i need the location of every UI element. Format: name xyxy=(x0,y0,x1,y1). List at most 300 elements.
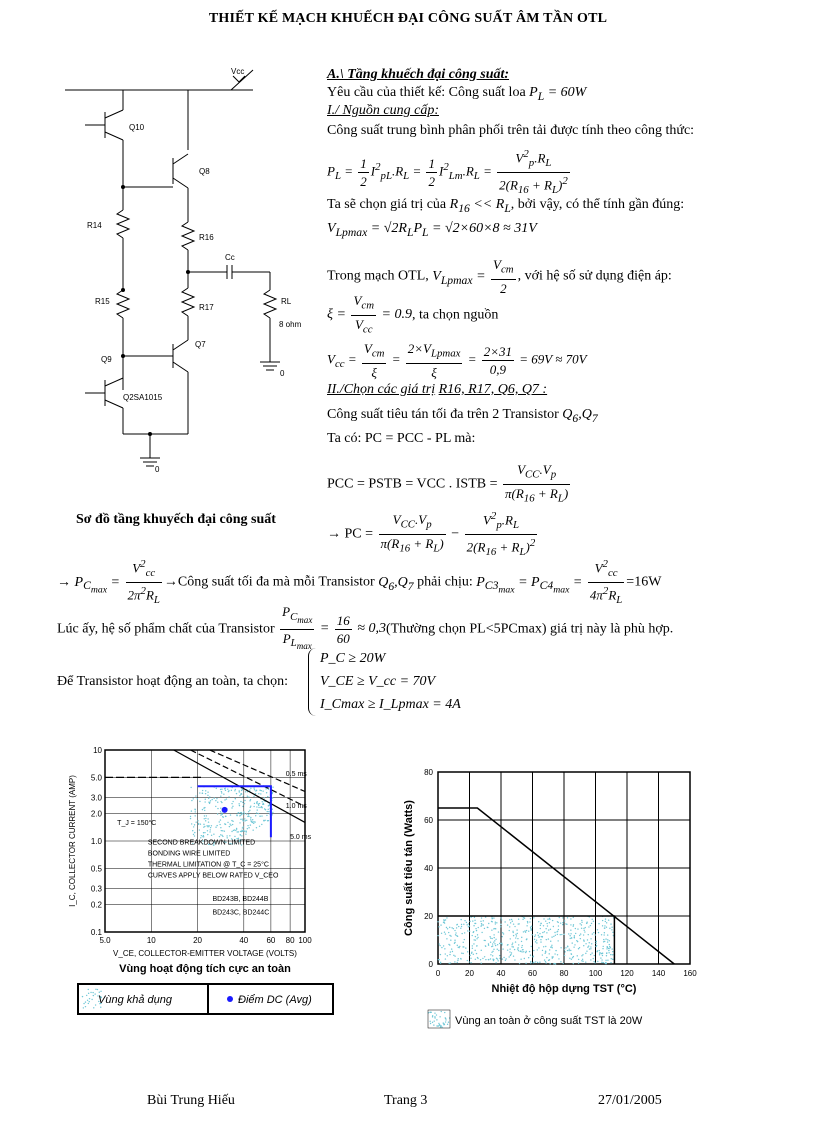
usable-region-dot xyxy=(221,792,222,793)
safe-region-dot xyxy=(546,932,547,933)
safe-region-dot xyxy=(492,921,493,922)
safe-region-dot xyxy=(477,937,478,938)
usable-region-dot xyxy=(258,807,259,808)
safe-region-dot xyxy=(511,946,512,947)
safe-region-dot xyxy=(551,936,552,937)
usable-region-dot xyxy=(207,795,208,796)
safe-region-dot xyxy=(474,920,475,921)
safe-region-dot xyxy=(502,958,503,959)
safe-region-dot xyxy=(542,936,543,937)
usable-region-dot xyxy=(207,830,208,831)
usable-region-dot xyxy=(229,823,230,824)
usable-region-dot xyxy=(240,801,241,802)
usable-region-dot xyxy=(245,791,246,792)
safe-region-dot xyxy=(450,940,451,941)
safe-region-dot xyxy=(516,935,517,936)
usable-region-dot xyxy=(242,796,243,797)
legend-text: THERMAL LIMITATION @ T_C = 25°C xyxy=(147,861,269,869)
usable-region-dot xyxy=(215,827,216,828)
safe-region-dot xyxy=(537,949,538,950)
safe-region-dot xyxy=(537,962,538,963)
usable-region-dot xyxy=(211,825,212,826)
usable-region-dot xyxy=(260,807,261,808)
usable-region-dot xyxy=(207,834,208,835)
safe-region-dot xyxy=(480,925,481,926)
safe-region-dot xyxy=(535,941,536,942)
usable-region-dot xyxy=(254,821,255,822)
safe-region-dot xyxy=(555,935,556,936)
safe-region-dot xyxy=(488,943,489,944)
safe-region-dot xyxy=(472,920,473,921)
safe-region-dot xyxy=(553,936,554,937)
safe-region-dot xyxy=(609,928,610,929)
safe-region-dot xyxy=(476,945,477,946)
safe-region-dot xyxy=(544,953,545,954)
usable-region-dot xyxy=(241,835,242,836)
x-tick-label: 140 xyxy=(651,969,666,978)
usable-region-dot xyxy=(221,789,222,790)
usable-region-dot xyxy=(220,834,221,835)
legend-swatch xyxy=(90,992,91,993)
legend-swatch xyxy=(445,1018,446,1019)
y-axis-label: I_C, COLLECTOR CURRENT (AMP) xyxy=(68,775,77,907)
usable-region-dot xyxy=(231,803,232,804)
safe-region-dot xyxy=(556,931,557,932)
safe-region-dot xyxy=(469,961,470,962)
safe-region-dot xyxy=(474,917,475,918)
usable-region-dot xyxy=(238,831,239,832)
safe-region-dot xyxy=(579,947,580,948)
x-tick-label: 0 xyxy=(435,969,441,978)
safe-region-dot xyxy=(609,940,610,941)
usable-region-dot xyxy=(203,832,204,833)
footer-date: 27/01/2005 xyxy=(598,1093,662,1108)
q2sa-label: Q2SA1015 xyxy=(123,393,163,402)
usable-region-dot xyxy=(255,815,256,816)
usable-region-dot xyxy=(209,796,210,797)
safe-region-dot xyxy=(530,930,531,931)
usable-region-dot xyxy=(260,815,261,816)
safe-region-dot xyxy=(514,959,515,960)
condition-1: P_C ≥ 20W xyxy=(320,651,386,666)
safe-region-dot xyxy=(554,953,555,954)
safe-region-dot xyxy=(552,920,553,921)
safe-region-dot xyxy=(583,940,584,941)
safe-region-dot xyxy=(443,945,444,946)
safe-region-dot xyxy=(492,955,493,956)
safe-region-dot xyxy=(577,928,578,929)
usable-region-dot xyxy=(239,795,240,796)
safe-region-dot xyxy=(530,927,531,928)
usable-region-dot xyxy=(198,824,199,825)
safe-region-dot xyxy=(529,951,530,952)
q9-label: Q9 xyxy=(101,355,112,364)
usable-region-dot xyxy=(202,790,203,791)
r15-label: R15 xyxy=(95,297,110,306)
safe-region-dot xyxy=(564,949,565,950)
safe-region-dot xyxy=(598,923,599,924)
safe-region-dot xyxy=(473,954,474,955)
safe-region-dot xyxy=(490,938,491,939)
usable-region-dot xyxy=(247,795,248,796)
safe-region-dot xyxy=(611,927,612,928)
usable-region-dot xyxy=(244,813,245,814)
safe-region-dot xyxy=(460,919,461,920)
safe-region-dot xyxy=(530,961,531,962)
usable-region-dot xyxy=(247,825,248,826)
usable-region-dot xyxy=(216,788,217,789)
safe-region-dot xyxy=(543,946,544,947)
safe-region-dot xyxy=(453,955,454,956)
safe-region-dot xyxy=(531,934,532,935)
usable-region-dot xyxy=(220,789,221,790)
safe-region-dot xyxy=(509,948,510,949)
safe-region-dot xyxy=(578,959,579,960)
safe-region-dot xyxy=(503,933,504,934)
safe-region-dot xyxy=(466,922,467,923)
usable-region-dot xyxy=(246,831,247,832)
requirement-text: Yêu cầu của thiết kế: Công suất loa xyxy=(327,85,526,100)
usable-region-dot xyxy=(253,806,254,807)
safe-region-dot xyxy=(583,930,584,931)
safe-region-dot xyxy=(461,933,462,934)
safe-region-dot xyxy=(475,928,476,929)
usable-region-dot xyxy=(261,807,262,808)
usable-region-dot xyxy=(253,823,254,824)
usable-region-dot xyxy=(268,811,269,812)
safe-region-dot xyxy=(612,959,613,960)
safe-region-dot xyxy=(457,945,458,946)
safe-region-dot xyxy=(484,956,485,957)
safe-region-dot xyxy=(500,924,501,925)
safe-region-dot xyxy=(557,934,558,935)
safe-region-dot xyxy=(579,935,580,936)
safe-region-dot xyxy=(608,919,609,920)
safe-region-dot xyxy=(493,928,494,929)
safe-region-dot xyxy=(461,952,462,953)
vcc-label: Vcc xyxy=(231,67,245,76)
safe-region-dot xyxy=(547,925,548,926)
usable-region-dot xyxy=(249,810,250,811)
usable-region-dot xyxy=(219,821,220,822)
y-tick-label: 0.1 xyxy=(90,928,102,937)
paragraph: Ta có: PC = PCC - PL mà: xyxy=(327,431,476,446)
safe-region-dot xyxy=(450,951,451,952)
safe-region-dot xyxy=(612,954,613,955)
usable-region-dot xyxy=(257,809,258,810)
usable-region-dot xyxy=(234,836,235,837)
y-tick-label: 0.3 xyxy=(90,884,102,894)
safe-region-dot xyxy=(513,935,514,936)
usable-region-dot xyxy=(262,791,263,792)
rl-value: 8 ohm xyxy=(279,320,302,329)
safe-region-dot xyxy=(575,933,576,934)
usable-region-dot xyxy=(204,810,205,811)
safe-region-dot xyxy=(548,938,549,939)
usable-region-dot xyxy=(202,809,203,810)
safe-region-dot xyxy=(526,938,527,939)
safe-region-dot xyxy=(499,943,500,944)
q7-label: Q7 xyxy=(195,340,206,349)
usable-region-dot xyxy=(243,830,244,831)
usable-region-dot xyxy=(231,790,232,791)
safe-region-dot xyxy=(521,941,522,942)
safe-region-dot xyxy=(548,929,549,930)
safe-region-dot xyxy=(488,923,489,924)
usable-region-dot xyxy=(248,796,249,797)
condition-2: V_CE ≥ V_cc = 70V xyxy=(320,674,436,689)
safe-region-dot xyxy=(570,933,571,934)
ground-label: 0 xyxy=(280,369,285,378)
safe-region-dot xyxy=(549,949,550,950)
safe-region-dot xyxy=(570,918,571,919)
usable-region-dot xyxy=(206,815,207,816)
legend-swatch xyxy=(89,1001,90,1002)
safe-region-dot xyxy=(569,948,570,949)
formula-vlpmax: $V_{Lpmax} = √2R_LP_L = √2\times 60\times 8 \approx 31V$ xyxy=(327,221,537,239)
safe-region-dot xyxy=(526,930,527,931)
safe-region-dot xyxy=(537,932,538,933)
safe-region-dot xyxy=(444,931,445,932)
safe-region-dot xyxy=(554,932,555,933)
safe-region-dot xyxy=(595,946,596,947)
safe-region-dot xyxy=(505,960,506,961)
usable-region-dot xyxy=(222,836,223,837)
safe-region-dot xyxy=(572,925,573,926)
safe-region-dot xyxy=(523,917,524,918)
usable-region-dot xyxy=(210,829,211,830)
y-tick-label: 60 xyxy=(424,816,433,825)
usable-region-dot xyxy=(272,812,273,813)
safe-region-dot xyxy=(510,954,511,955)
safe-region-dot xyxy=(485,959,486,960)
usable-region-dot xyxy=(232,801,233,802)
safe-region-dot xyxy=(586,922,587,923)
safe-region-dot xyxy=(481,923,482,924)
y-tick-label: 80 xyxy=(424,768,433,777)
safe-region-dot xyxy=(501,919,502,920)
legend-swatch xyxy=(444,1012,445,1013)
safe-region-dot xyxy=(523,951,524,952)
safe-region-dot xyxy=(567,917,568,918)
safe-region-dot xyxy=(602,925,603,926)
safe-region-dot xyxy=(513,932,514,933)
usable-region-dot xyxy=(241,793,242,794)
usable-region-dot xyxy=(221,812,222,813)
usable-region-dot xyxy=(217,808,218,809)
safe-region-dot xyxy=(513,956,514,957)
usable-region-dot xyxy=(213,833,214,834)
safe-region-dot xyxy=(467,930,468,931)
safe-region-dot xyxy=(527,922,528,923)
safe-region-dot xyxy=(443,922,444,923)
usable-region-dot xyxy=(238,803,239,804)
usable-region-dot xyxy=(222,830,223,831)
schematic-caption: Sơ đồ tầng khuyếch đại công suất xyxy=(76,512,276,527)
safe-region-dot xyxy=(481,917,482,918)
safe-region-dot xyxy=(460,958,461,959)
legend-swatch xyxy=(429,1021,430,1022)
safe-region-dot xyxy=(502,932,503,933)
legend-swatch xyxy=(434,1012,435,1013)
safe-region-dot xyxy=(607,939,608,940)
safe-region-dot xyxy=(557,940,558,941)
safe-region-dot xyxy=(591,923,592,924)
usable-region-dot xyxy=(225,816,226,817)
safe-region-dot xyxy=(451,927,452,928)
safe-region-dot xyxy=(445,919,446,920)
safe-region-dot xyxy=(453,928,454,929)
soa-chart xyxy=(60,740,350,1040)
usable-region-dot xyxy=(249,800,250,801)
y-axis-label: Công suất tiêu tán (Watts) xyxy=(403,800,415,936)
safe-region-dot xyxy=(562,922,563,923)
safe-region-dot xyxy=(591,952,592,953)
safe-region-dot xyxy=(444,948,445,949)
safe-region-dot xyxy=(483,920,484,921)
usable-region-dot xyxy=(241,831,242,832)
legend-swatch xyxy=(86,995,87,996)
safe-region-dot xyxy=(583,945,584,946)
safe-region-dot xyxy=(490,942,491,943)
safe-region-dot xyxy=(491,952,492,953)
usable-region-dot xyxy=(258,813,259,814)
safe-region-dot xyxy=(568,933,569,934)
paragraph: PCC = PSTB = VCC . ISTB = xyxy=(327,476,498,492)
safe-region-dot xyxy=(549,922,550,923)
safe-region-dot xyxy=(492,951,493,952)
safe-region-dot xyxy=(586,951,587,952)
safe-region-dot xyxy=(538,935,539,936)
safe-region-dot xyxy=(568,950,569,951)
usable-region-dot xyxy=(235,830,236,831)
safe-region-dot xyxy=(533,962,534,963)
safe-region-dot xyxy=(542,932,543,933)
usable-region-dot xyxy=(204,832,205,833)
safe-region-dot xyxy=(473,943,474,944)
safe-region-dot xyxy=(559,917,560,918)
safe-region-dot xyxy=(549,963,550,964)
safe-region-dot xyxy=(578,948,579,949)
usable-region-dot xyxy=(220,827,221,828)
safe-region-dot xyxy=(522,945,523,946)
safe-region-dot xyxy=(611,929,612,930)
safe-region-dot xyxy=(553,926,554,927)
safe-region-dot xyxy=(549,953,550,954)
safe-region-dot xyxy=(495,945,496,946)
safe-region-dot xyxy=(473,939,474,940)
usable-region-dot xyxy=(239,805,240,806)
usable-region-dot xyxy=(190,816,191,817)
legend-swatch xyxy=(92,992,93,993)
safe-region-dot xyxy=(578,963,579,964)
safe-region-dot xyxy=(548,960,549,961)
x-tick-label: 20 xyxy=(465,969,474,978)
usable-region-dot xyxy=(194,832,195,833)
safe-region-dot xyxy=(534,939,535,940)
usable-region-dot xyxy=(246,813,247,814)
safe-region-dot xyxy=(489,936,490,937)
safe-region-dot xyxy=(488,945,489,946)
safe-region-dot xyxy=(544,959,545,960)
usable-region-dot xyxy=(221,814,222,815)
legend-marker xyxy=(227,996,233,1002)
usable-region-dot xyxy=(205,793,206,794)
usable-region-dot xyxy=(259,803,260,804)
paragraph: →Công suất tối đa mà mỗi Transistor xyxy=(163,574,375,590)
safe-region-dot xyxy=(522,949,523,950)
safe-region-dot xyxy=(461,926,462,927)
usable-region-dot xyxy=(235,798,236,799)
safe-region-dot xyxy=(492,959,493,960)
safe-region-dot xyxy=(515,937,516,938)
usable-region-dot xyxy=(248,827,249,828)
usable-region-dot xyxy=(224,831,225,832)
safe-region-dot xyxy=(609,944,610,945)
safe-region-dot xyxy=(525,952,526,953)
safe-region-dot xyxy=(573,917,574,918)
safe-region-dot xyxy=(583,928,584,929)
safe-region-dot xyxy=(493,917,494,918)
safe-region-dot xyxy=(599,953,600,954)
safe-region-dot xyxy=(456,924,457,925)
safe-region-dot xyxy=(601,953,602,954)
safe-region-dot xyxy=(441,933,442,934)
usable-region-dot xyxy=(194,824,195,825)
usable-region-dot xyxy=(224,799,225,800)
safe-region-dot xyxy=(449,954,450,955)
usable-region-dot xyxy=(204,801,205,802)
usable-region-dot xyxy=(243,811,244,812)
usable-region-dot xyxy=(260,793,261,794)
safe-region-dot xyxy=(525,963,526,964)
safe-region-dot xyxy=(582,959,583,960)
safe-region-dot xyxy=(494,937,495,938)
safe-region-dot xyxy=(464,939,465,940)
safe-region-dot xyxy=(587,946,588,947)
q10-label: Q10 xyxy=(129,123,145,132)
legend-swatch xyxy=(88,1003,89,1004)
annotation: BD243B, BD244B xyxy=(212,895,269,903)
usable-region-dot xyxy=(247,828,248,829)
safe-region-dot xyxy=(571,959,572,960)
safe-region-dot xyxy=(491,929,492,930)
safe-region-dot xyxy=(612,932,613,933)
section-ii-heading: II./Chọn các giá trị xyxy=(327,382,436,397)
safe-region-dot xyxy=(604,932,605,933)
safe-region-dot xyxy=(605,921,606,922)
safe-region-dot xyxy=(610,954,611,955)
safe-region-dot xyxy=(511,952,512,953)
safe-region-dot xyxy=(499,958,500,959)
safe-region-dot xyxy=(585,961,586,962)
legend-swatch xyxy=(437,1025,438,1026)
usable-region-dot xyxy=(267,796,268,797)
usable-region-dot xyxy=(232,806,233,807)
safe-region-dot xyxy=(544,931,545,932)
usable-region-dot xyxy=(217,813,218,814)
usable-region-dot xyxy=(263,820,264,821)
safe-region-dot xyxy=(456,935,457,936)
usable-region-dot xyxy=(203,824,204,825)
usable-region-dot xyxy=(253,787,254,788)
legend-swatch xyxy=(88,989,89,990)
safe-region-dot xyxy=(569,935,570,936)
legend-swatch xyxy=(85,1001,86,1002)
condition-3: I_Cmax ≥ I_Lpmax = 4A xyxy=(320,697,461,712)
usable-region-dot xyxy=(240,834,241,835)
usable-region-dot xyxy=(272,797,273,798)
